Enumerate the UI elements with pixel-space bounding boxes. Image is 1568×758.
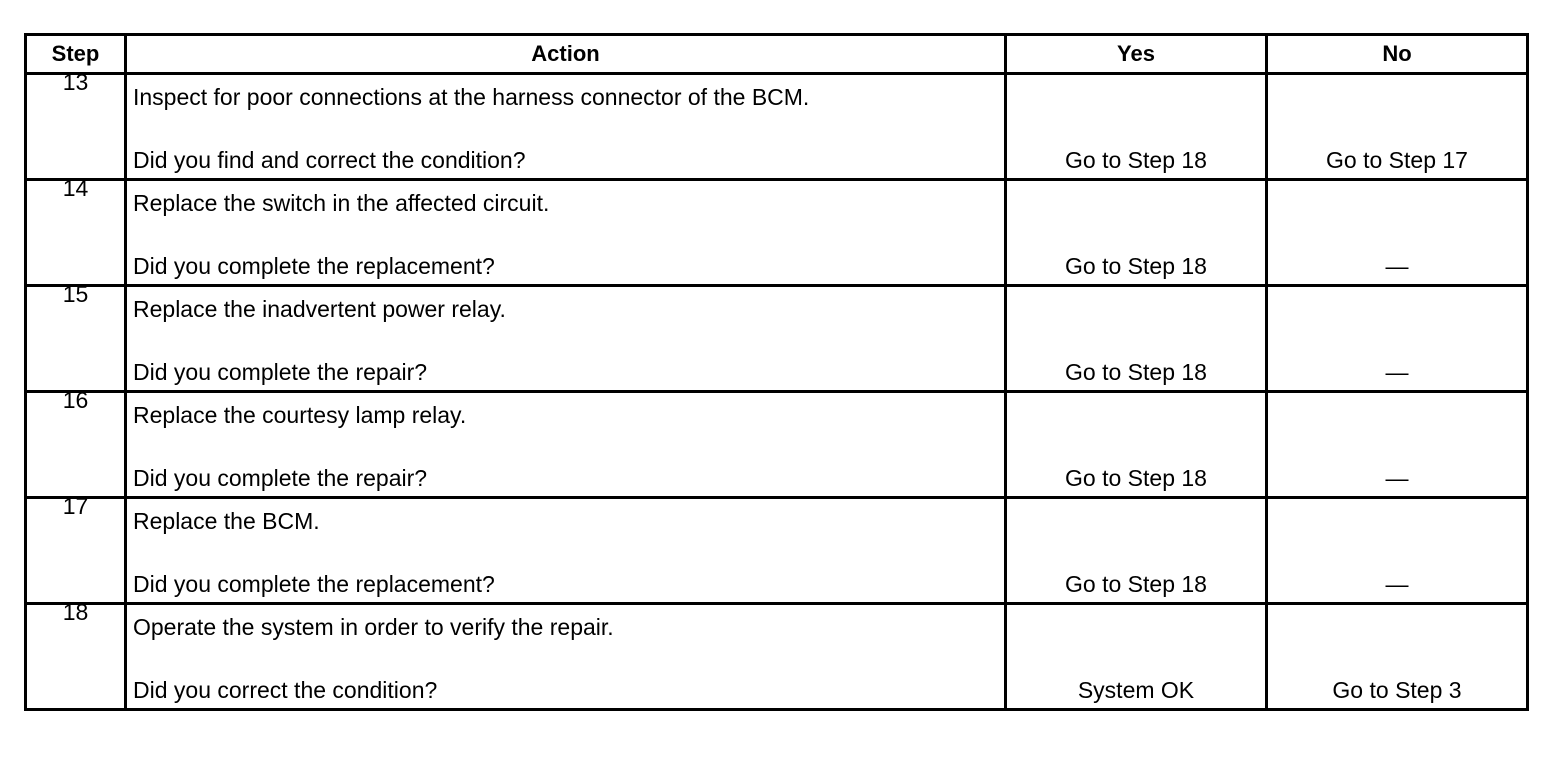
step-number: 17 [62, 493, 89, 519]
yes-result: Go to Step 18 [1065, 571, 1207, 597]
yes-result: System OK [1077, 677, 1195, 703]
yes-cell [1006, 180, 1267, 286]
step-cell [26, 69, 126, 180]
table-row [26, 604, 1528, 710]
step-cell [26, 175, 126, 286]
table-row [26, 498, 1528, 604]
action-question: Did you complete the replacement? [133, 253, 495, 279]
yes-result: Go to Step 18 [1065, 359, 1207, 385]
no-result: — [1385, 465, 1409, 491]
table-row [26, 180, 1528, 286]
yes-cell [1006, 604, 1267, 710]
no-result: — [1385, 253, 1409, 279]
action-instruction: Replace the courtesy lamp relay. [133, 402, 467, 428]
action-question: Did you complete the repair? [133, 465, 428, 491]
action-instruction: Inspect for poor connections at the harness connector of the BCM. [133, 84, 810, 110]
action-cell [126, 286, 1006, 392]
no-result: — [1385, 571, 1409, 597]
yes-cell [1006, 74, 1267, 180]
table-row [26, 392, 1528, 498]
table-row [26, 74, 1528, 180]
no-result: — [1385, 359, 1409, 385]
action-cell [126, 604, 1006, 710]
no-cell [1267, 392, 1528, 498]
yes-result: Go to Step 18 [1065, 465, 1207, 491]
action-instruction: Replace the switch in the affected circuit. [133, 190, 550, 216]
action-question: Did you correct the condition? [133, 677, 438, 703]
no-cell [1267, 604, 1528, 710]
step-number: 14 [62, 175, 89, 201]
action-question: Did you find and correct the condition? [133, 147, 526, 173]
action-cell [126, 392, 1006, 498]
no-cell [1267, 180, 1528, 286]
no-cell [1267, 498, 1528, 604]
yes-cell [1006, 286, 1267, 392]
header-row [26, 35, 1528, 74]
step-number: 16 [62, 387, 89, 413]
action-cell [126, 180, 1006, 286]
no-cell [1267, 286, 1528, 392]
step-number: 15 [62, 281, 89, 307]
header-no: No [1267, 35, 1528, 74]
step-cell [26, 387, 126, 498]
step-number: 18 [62, 599, 89, 625]
action-instruction: Operate the system in order to verify the repair. [133, 614, 614, 640]
step-cell [26, 281, 126, 392]
action-instruction: Replace the inadvertent power relay. [133, 296, 506, 322]
yes-cell [1006, 392, 1267, 498]
diagnostic-table [24, 33, 1529, 711]
header-step: Step [26, 35, 126, 74]
yes-cell [1006, 498, 1267, 604]
yes-result: Go to Step 18 [1065, 147, 1207, 173]
yes-result: Go to Step 18 [1065, 253, 1207, 279]
no-cell [1267, 74, 1528, 180]
no-result: Go to Step 3 [1332, 677, 1462, 703]
action-cell [126, 74, 1006, 180]
table-row [26, 286, 1528, 392]
action-question: Did you complete the replacement? [133, 571, 495, 597]
header-yes: Yes [1006, 35, 1267, 74]
action-instruction: Replace the BCM. [133, 508, 320, 534]
action-question: Did you complete the repair? [133, 359, 428, 385]
action-cell [126, 498, 1006, 604]
header-action: Action [126, 35, 1006, 74]
step-cell [26, 599, 126, 710]
no-result: Go to Step 17 [1326, 147, 1468, 173]
step-cell [26, 493, 126, 604]
step-number: 13 [62, 69, 89, 95]
